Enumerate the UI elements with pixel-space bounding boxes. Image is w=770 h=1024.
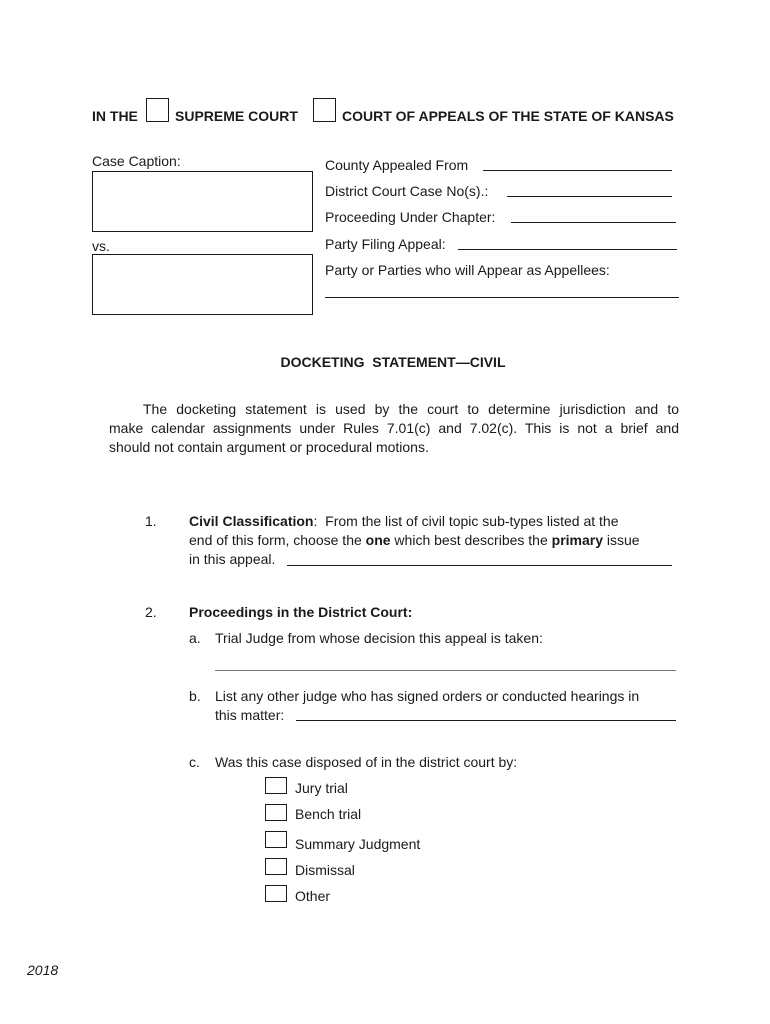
intro-line-2: make calendar assignments under Rules 7.01(c) and 7.02(c). This is not a brief and [109,420,679,436]
party-filing-input-line[interactable] [458,249,677,250]
item1-primary: primary [551,532,603,548]
plaintiff-caption-box[interactable] [92,171,313,232]
header-supreme-court: SUPREME COURT [175,108,298,124]
jury-trial-label: Jury trial [295,780,348,796]
item2c-letter: c. [189,754,200,770]
item2a-letter: a. [189,630,201,646]
proceeding-label: Proceeding Under Chapter: [325,209,496,225]
item1-text-b: end of this form, choose the [189,532,366,548]
county-label: County Appealed From [325,157,469,173]
court-of-appeals-checkbox[interactable] [313,98,336,122]
item2c-text: Was this case disposed of in the district court by: [215,754,518,770]
item1-text-a: : From the list of civil topic sub-types listed at the [313,513,619,529]
item2-number: 2. [145,604,157,620]
trial-judge-input-line[interactable] [215,670,676,671]
item2b-text-2: this matter: [215,707,285,723]
item1-line-2 [189,532,640,548]
footer-year: 2018 [27,962,59,978]
jury-trial-checkbox[interactable] [265,777,287,794]
item2b-letter: b. [189,688,201,704]
summary-judgment-label: Summary Judgment [295,836,421,852]
defendant-caption-box[interactable] [92,254,313,315]
header-in-the: IN THE [92,108,138,124]
item1-text-c: which best describes the [390,532,552,548]
item1-heading: Civil Classification [189,513,314,529]
case-caption-label: Case Caption: [92,153,181,169]
document-title: DOCKETING STATEMENT—CIVIL [280,354,506,370]
item1-line-1 [189,513,619,529]
appellees-label: Party or Parties who will Appear as Appellees: [325,262,610,278]
party-filing-label: Party Filing Appeal: [325,236,446,252]
bench-trial-checkbox[interactable] [265,804,287,821]
other-label: Other [295,888,331,904]
header-court-of-appeals: COURT OF APPEALS OF THE STATE OF KANSAS [342,108,674,124]
dismissal-label: Dismissal [295,862,355,878]
item2b-text-1: List any other judge who has signed orders or conducted hearings in [215,688,640,704]
district-case-label: District Court Case No(s).: [325,183,489,199]
item1-text-d: issue [603,532,640,548]
supreme-court-checkbox[interactable] [146,98,169,122]
other-judge-input-line[interactable] [296,720,676,721]
dismissal-checkbox[interactable] [265,858,287,875]
appellees-input-line[interactable] [325,297,679,298]
item2a-text: Trial Judge from whose decision this appeal is taken: [215,630,543,646]
item1-one: one [365,532,391,548]
district-case-input-line[interactable] [507,196,672,197]
summary-judgment-checkbox[interactable] [265,831,287,848]
intro-line-3: should not contain argument or procedural motions. [109,439,429,455]
other-checkbox[interactable] [265,885,287,902]
civil-classification-input-line[interactable] [287,565,672,566]
proceeding-input-line[interactable] [511,222,676,223]
item2-heading: Proceedings in the District Court: [189,604,413,620]
county-input-line[interactable] [483,170,672,171]
intro-line-1: The docketing statement is used by the court to determine jurisdiction and to [143,401,679,417]
vs-label: vs. [92,238,110,254]
item1-number: 1. [145,513,157,529]
item1-text-e: in this appeal. [189,551,276,567]
bench-trial-label: Bench trial [295,806,362,822]
